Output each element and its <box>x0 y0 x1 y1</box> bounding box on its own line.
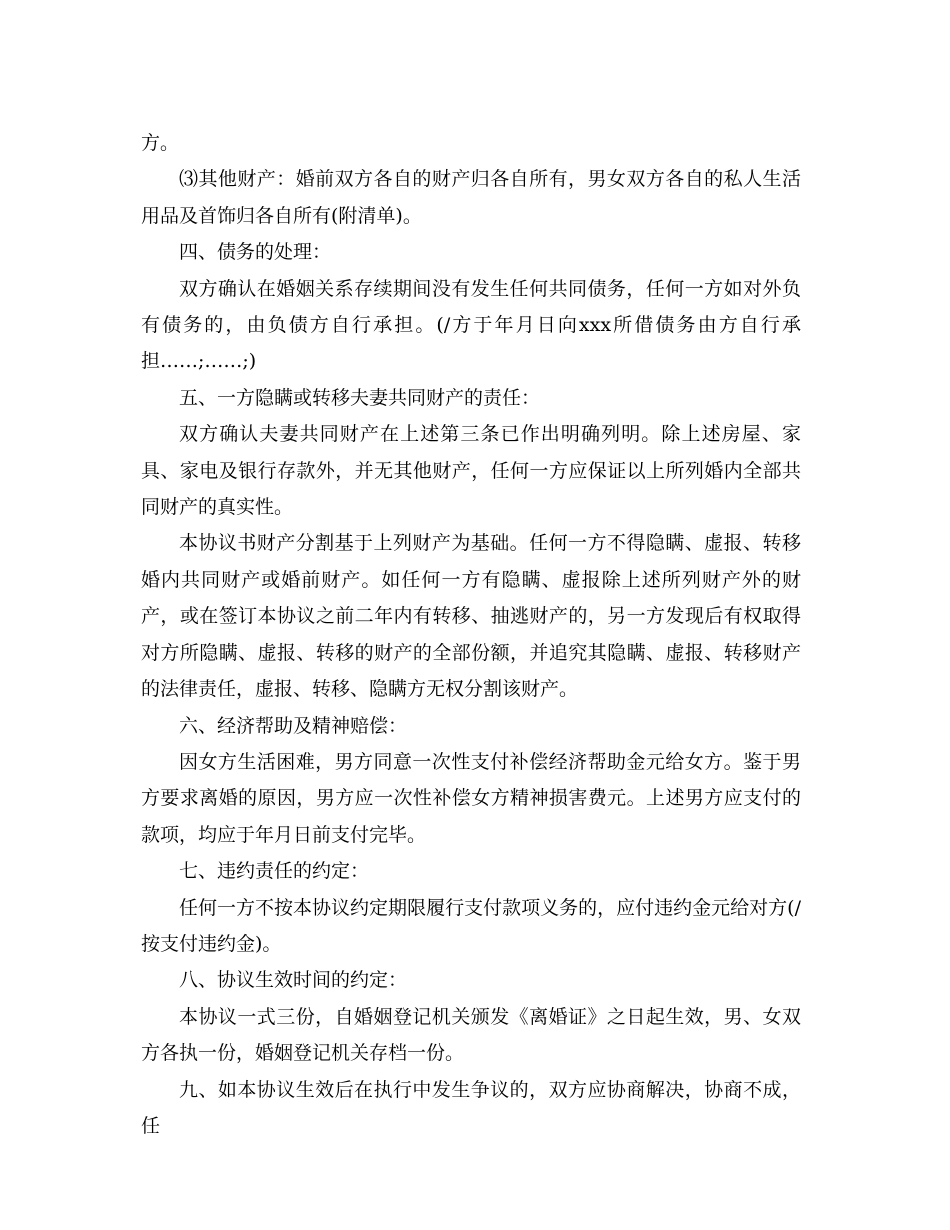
paragraph-disputes: 九、如本协议生效后在执行中发生争议的，双方应协商解决，协商不成，任 <box>141 1078 801 1137</box>
document-body <box>141 125 801 1144</box>
section-heading-effective-date: 八、协议生效时间的约定： <box>179 969 408 992</box>
section-heading-breach: 七、违约责任的约定： <box>179 860 370 883</box>
paragraph-concealment-1: 双方确认夫妻共同财产在上述第三条已作出明确列明。除上述房屋、家具、家电及银行存款外，并无其他财产，任何一方应保证以上所列婚内全部共同财产的真实性。 <box>141 423 801 519</box>
section-heading-compensation: 六、经济帮助及精神赔偿： <box>179 714 408 737</box>
paragraph-other-property: ⑶其他财产：婚前双方各自的财产归各自所有，男女双方各自的私人生活用品及首饰归各自所有(附清单)。 <box>141 168 801 227</box>
paragraph-breach: 任何一方不按本协议约定期限履行支付款项义务的，应付违约金元给对方(/按支付违约金)。 <box>141 896 801 955</box>
paragraph-concealment-2: 本协议书财产分割基于上列财产为基础。任何一方不得隐瞒、虚报、转移婚内共同财产或婚前财产。如任何一方有隐瞒、虚报除上述所列财产外的财产，或在签订本协议之前二年内有转移、抽逃财产的，另一方发现后有权取得对方所隐瞒、虚报、转移的财产的全部份额，并追究其隐瞒、虚报、转移财产的法律责任，虚报、转移、隐瞒方无权分割该财产。 <box>141 532 801 701</box>
section-heading-concealment: 五、一方隐瞒或转移夫妻共同财产的责任： <box>179 386 541 409</box>
paragraph-effective-date: 本协议一式三份，自婚姻登记机关颁发《离婚证》之日起生效，男、女双方各执一份，婚姻登记机关存档一份。 <box>141 1005 801 1065</box>
paragraph-debts: 双方确认在婚姻关系存续期间没有发生任何共同债务，任何一方如对外负有债务的，由负债方自行承担。(/方于年月日向xxx所借债务由方自行承担……;……;) <box>141 277 801 373</box>
section-heading-debts: 四、债务的处理： <box>179 241 332 264</box>
paragraph-continuation: 方。 <box>141 132 180 154</box>
paragraph-compensation: 因女方生活困难，男方同意一次性支付补偿经济帮助金元给女方。鉴于男方要求离婚的原因，男方应一次性补偿女方精神损害费元。上述男方应支付的款项，均应于年月日前支付完毕。 <box>141 750 801 846</box>
